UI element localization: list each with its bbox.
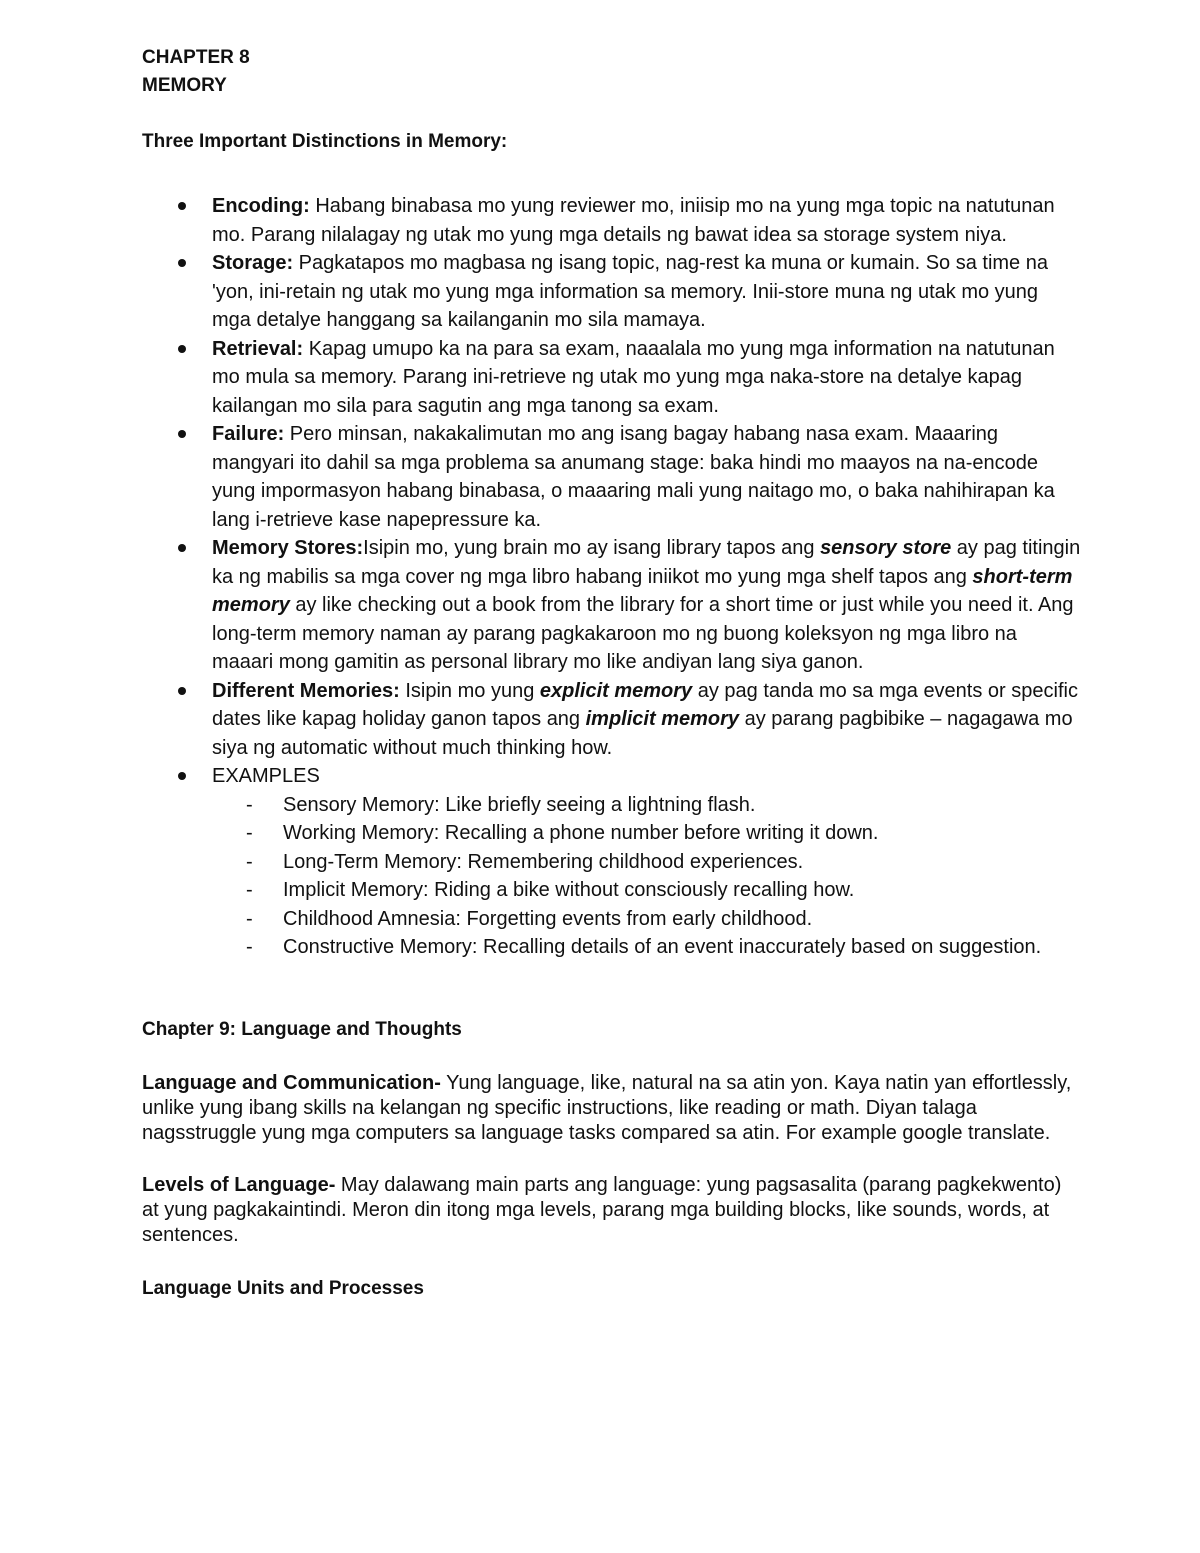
bullet-text: Isipin mo, yung brain mo ay isang library tapos ang bbox=[363, 537, 821, 559]
chapter-9-title: Chapter 9: Language and Thoughts bbox=[142, 1018, 462, 1040]
document-page bbox=[142, 44, 1082, 1303]
bullet-label: Retrieval: bbox=[212, 337, 304, 360]
paragraph-text: May dalawang main parts ang language: yung pagsasalita (parang pagkekwento) at yung pagkakaintindi. Meron din itong mga levels, parang mga building blocks, like sounds, words, at sentences. bbox=[142, 1173, 1062, 1246]
bullet-different-memories bbox=[142, 677, 1082, 763]
paragraph-label: Levels of Language- bbox=[142, 1173, 336, 1196]
bullet-examples bbox=[142, 762, 1082, 962]
bullet-text: Pero minsan, nakakalimutan mo ang isang bagay habang nasa exam. Maaaring mangyari ito dahil sa mga problema sa anumang stage: baka hindi mo maayos na na-encode yung impormasyon habang binabasa, o maaaring mali yung naitago mo, o baka nahihirapan ka lang i-retrieve kase napepressure ka. bbox=[212, 423, 1055, 531]
example-item: - Childhood Amnesia: Forgetting events from early childhood. bbox=[212, 905, 1082, 934]
chapter-8-title: CHAPTER 8 bbox=[142, 47, 250, 68]
example-item: - Sensory Memory: Like briefly seeing a lightning flash. bbox=[212, 791, 1082, 820]
chapter-8-subtitle: MEMORY bbox=[142, 75, 227, 96]
examples-label: EXAMPLES bbox=[212, 765, 320, 787]
bullet-text: Kapag umupo ka na para sa exam, naaalala mo yung mga information na natutunan mo mula sa memory. Parang ini-retrieve ng utak mo yung mga naka-store na detalye kapag kailangan mo sila para sagutin ang mga tanong sa exam. bbox=[212, 337, 1055, 417]
bullet-text: ay pag titingin ka ng mabilis sa mga cover ng mga libro habang iniikot mo yung mga shelf tapos ang bbox=[212, 537, 1081, 588]
memory-bullet-list bbox=[142, 192, 1082, 962]
bullet-text: ay like checking out a book from the library for a short time or just while you need it. Ang long-term memory naman ay parang pagkakaroon mo ng buong koleksyon ng mga libro na maaari mong gamitin as personal library mo like andiyan lang siya ganon. bbox=[212, 594, 1074, 673]
emphasis-term: implicit memory bbox=[585, 708, 740, 730]
bullet-memory-stores bbox=[142, 534, 1082, 677]
bullet-text: Habang binabasa mo yung reviewer mo, iniisip mo na yung mga topic na natutunan mo. Parang nilalagay ng utak mo yung mga details ng bawat idea sa storage system niya. bbox=[212, 195, 1055, 246]
language-units-heading: Language Units and Processes bbox=[142, 1277, 424, 1299]
example-item: - Long-Term Memory: Remembering childhood experiences. bbox=[212, 848, 1082, 877]
bullet-label: Storage: bbox=[212, 252, 294, 274]
emphasis-term: explicit memory bbox=[539, 679, 693, 702]
bullet-text: Isipin mo yung bbox=[399, 679, 540, 702]
paragraph-language-communication bbox=[142, 1071, 1082, 1146]
examples-list bbox=[212, 791, 1082, 962]
bullet-retrieval bbox=[142, 335, 1082, 421]
bullet-label: Different Memories: bbox=[212, 679, 400, 702]
paragraph-text: Yung language, like, natural na sa atin yon. Kaya natin yan effortlessly, unlike yung ibang skills na kelangan ng specific instructions, like reading or math. Diyan talaga nagsstruggle yung mga computers sa language tasks compared sa atin. For example google translate. bbox=[142, 1071, 1072, 1144]
example-item: - Implicit Memory: Riding a bike without consciously recalling how. bbox=[212, 876, 1082, 905]
bullet-text: Pagkatapos mo magbasa ng isang topic, nag-rest ka muna or kumain. So sa time na 'yon, ini-retain ng utak mo yung mga information sa memory. Inii-store muna ng utak mo yung mga detalye hanggang sa kailanganin mo sila mamaya. bbox=[212, 252, 1048, 331]
bullet-label: Memory Stores: bbox=[212, 537, 364, 559]
bullet-label: Failure: bbox=[212, 423, 285, 445]
paragraph-label: Language and Communication- bbox=[142, 1071, 441, 1094]
bullet-text: ay parang pagbibike – nagagawa mo siya ng automatic without much thinking how. bbox=[212, 708, 1073, 759]
bullet-storage bbox=[142, 249, 1082, 335]
example-item: - Constructive Memory: Recalling details of an event inaccurately based on suggestion. bbox=[212, 933, 1082, 962]
bullet-label: Encoding: bbox=[212, 195, 310, 217]
distinctions-heading: Three Important Distinctions in Memory: bbox=[142, 131, 508, 152]
paragraph-levels-of-language bbox=[142, 1173, 1082, 1248]
bullet-text: ay pag tanda mo sa mga events or specific dates like kapag holiday ganon tapos ang bbox=[212, 679, 1078, 730]
example-item: - Working Memory: Recalling a phone number before writing it down. bbox=[212, 819, 1082, 848]
emphasis-term: sensory store bbox=[820, 537, 952, 559]
emphasis-term: short-term memory bbox=[212, 565, 1073, 616]
bullet-encoding bbox=[142, 192, 1082, 249]
bullet-failure bbox=[142, 420, 1082, 534]
